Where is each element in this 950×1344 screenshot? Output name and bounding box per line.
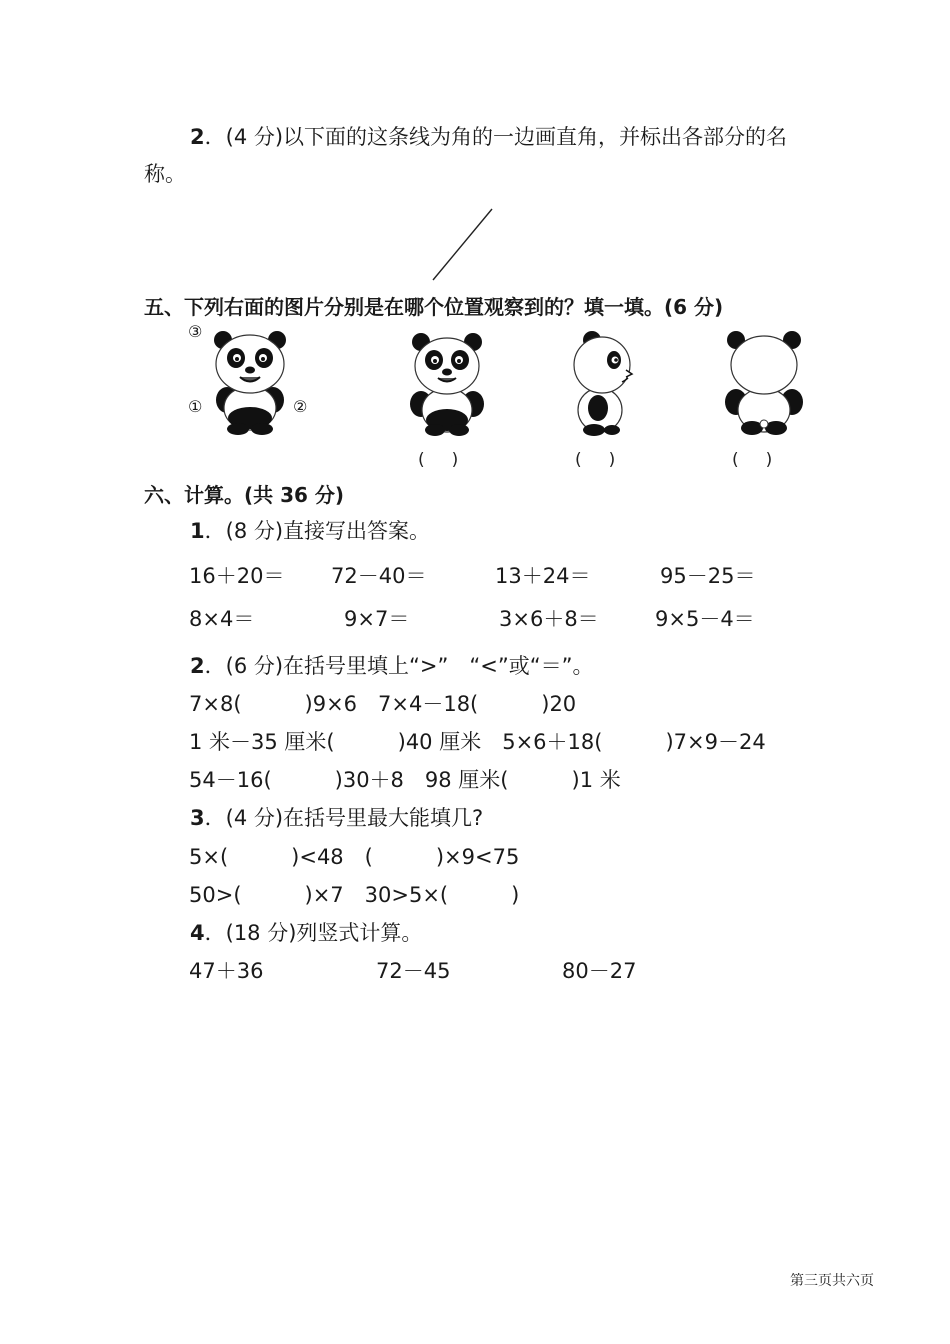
q1-expr-5: 8×4＝: [189, 607, 255, 631]
angle-side-line: [0, 0, 950, 300]
q4-expr-2: 72－45: [376, 959, 451, 983]
panda-front-view-image: [405, 332, 489, 438]
q3-line-1: 5×( )<48 ( )×9<75: [189, 845, 520, 869]
q1-expr-7: 3×6＋8＝: [499, 607, 599, 631]
q3-number: 3: [190, 806, 205, 830]
q2-angle-text: ．(4 分)以下面的这条线为角的一边画直角，并标出各部分的名: [204, 125, 788, 149]
answer-blank-back[interactable]: ( ): [732, 450, 773, 470]
position-marker-2: ②: [293, 397, 308, 416]
q3-line-2: 50>( )×7 30>5×( ): [189, 883, 520, 907]
section5-title: 五、下列右面的图片分别是在哪个位置观察到的？填一填。(6 分): [144, 295, 724, 319]
q4-prompt: [190, 917, 422, 947]
position-marker-3: ③: [188, 322, 203, 341]
q2-angle-prompt-cont: 称。: [144, 162, 186, 186]
q1-prompt: [190, 515, 430, 545]
q4-expr-3: 80－27: [562, 959, 637, 983]
panda-back-view-image: [722, 330, 806, 438]
position-marker-1: ①: [188, 397, 203, 416]
panda-reference-image: [205, 330, 295, 438]
page-number: 第三页共六页: [790, 1273, 874, 1289]
q2-compare-prompt: [190, 650, 594, 680]
q2-compare-line-3: 54－16( )30＋8 98 厘米( )1 米: [189, 768, 621, 792]
section6-title: 六、计算。(共 36 分): [144, 483, 345, 507]
q3-prompt: [190, 802, 483, 832]
q2-compare-line-1: 7×8( )9×6 7×4－18( )20: [189, 692, 577, 716]
panda-side-view-image: [568, 330, 636, 438]
q2-compare-text: ．(6 分)在括号里填上“>” “<”或“＝”。: [204, 654, 594, 678]
q4-text: ．(18 分)列竖式计算。: [204, 921, 423, 945]
q1-expr-2: 72－40＝: [331, 564, 427, 588]
q1-expr-3: 13＋24＝: [495, 564, 591, 588]
q2-compare-line-2: 1 米－35 厘米( )40 厘米 5×6＋18( )7×9－24: [189, 730, 766, 754]
answer-blank-side[interactable]: ( ): [575, 450, 616, 470]
q1-expr-1: 16＋20＝: [189, 564, 285, 588]
answer-blank-front[interactable]: ( ): [418, 450, 459, 470]
q4-expr-1: 47＋36: [189, 959, 264, 983]
q1-expr-8: 9×5－4＝: [655, 607, 755, 631]
q1-expr-6: 9×7＝: [344, 607, 410, 631]
q1-number: 1: [190, 519, 205, 543]
q2-compare-number: 2: [190, 654, 205, 678]
q2-angle-number: 2: [190, 125, 205, 149]
q1-expr-4: 95－25＝: [660, 564, 756, 588]
q4-number: 4: [190, 921, 205, 945]
q1-text: ．(8 分)直接写出答案。: [204, 519, 431, 543]
q3-text: ．(4 分)在括号里最大能填几?: [204, 806, 484, 830]
